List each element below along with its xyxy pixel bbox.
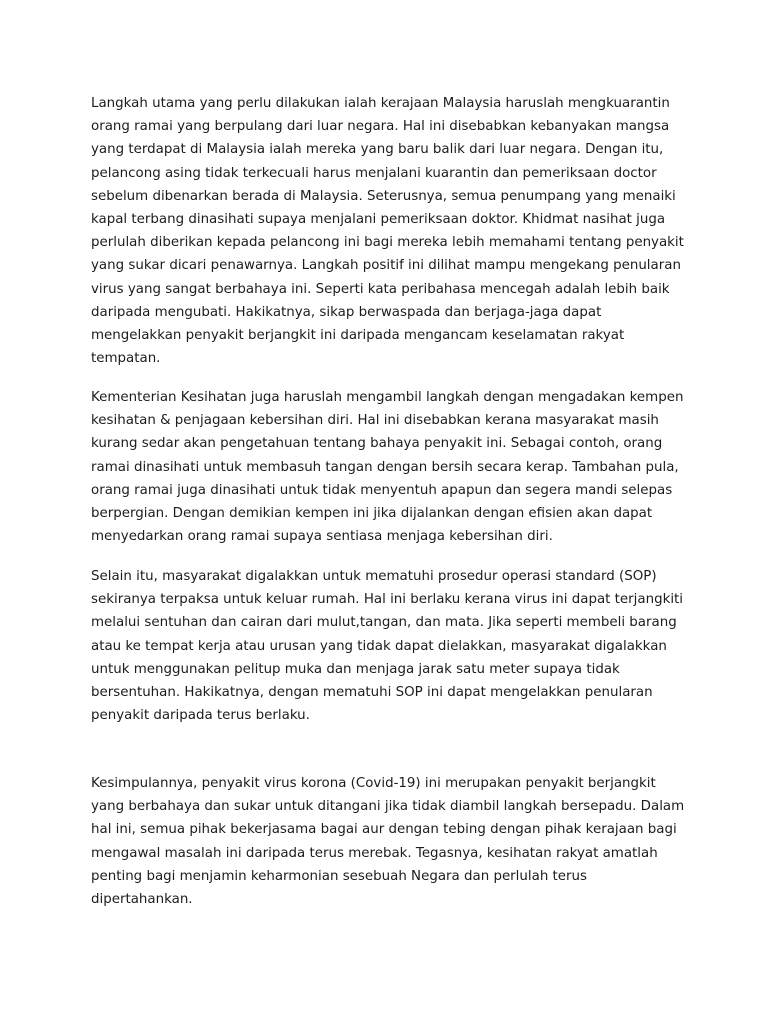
paragraph-line: orang ramai yang berpulang dari luar negara. Hal ini disebabkan kebanyakan mangsa xyxy=(91,119,670,135)
paragraph-line: dipertahankan. xyxy=(91,892,193,908)
paragraph-line: kesihatan & penjagaan kebersihan diri. Hal ini disebabkan kerana masyarakat masih xyxy=(91,413,659,429)
paragraph-line: tempatan. xyxy=(91,351,161,367)
paragraph-line: Langkah utama yang perlu dilakukan ialah kerajaan Malaysia haruslah mengkuarantin xyxy=(91,96,670,111)
paragraph-line: melalui sentuhan dan cairan dari mulut,tangan, dan mata. Jika seperti membeli barang xyxy=(91,615,677,631)
paragraph-line: Kesimpulannya, penyakit virus korona (Covid-19) ini merupakan penyakit berjangkit xyxy=(91,776,656,791)
paragraph-line: orang ramai juga dinasihati untuk tidak menyentuh apapun dan segera mandi selepas xyxy=(91,482,673,498)
paragraph-4 xyxy=(91,772,691,911)
paragraph-1 xyxy=(91,92,691,370)
paragraph-line: hal ini, semua pihak bekerjasama bagai aur dengan tebing dengan pihak kerajaan bagi xyxy=(91,822,677,838)
paragraph-line: virus yang sangat berbahaya ini. Seperti kata peribahasa mencegah adalah lebih baik xyxy=(91,281,670,297)
paragraph-line: yang sukar dicari penawarnya. Langkah positif ini dilihat mampu mengekang penularan xyxy=(91,258,681,274)
paragraph-line: kapal terbang dinasihati supaya menjalani pemeriksaan doktor. Khidmat nasihat juga xyxy=(91,212,666,228)
paragraph-line: mengelakkan penyakit berjangkit ini daripada mengancam keselamatan rakyat xyxy=(91,328,625,344)
paragraph-line: ramai dinasihati untuk membasuh tangan dengan bersih secara kerap. Tambahan pula, xyxy=(91,459,679,475)
paragraph-line: yang berbahaya dan sukar untuk ditangani jika tidak diambil langkah bersepadu. Dalam xyxy=(91,799,685,815)
paragraph-line: berpergian. Dengan demikian kempen ini jika dijalankan dengan efisien akan dapat xyxy=(91,506,653,522)
paragraph-line: kurang sedar akan pengetahuan tentang bahaya penyakit ini. Sebagai contoh, orang xyxy=(91,436,663,452)
paragraph-line: sebelum dibenarkan berada di Malaysia. Seterusnya, semua penumpang yang menaiki xyxy=(91,188,676,204)
paragraph-line: menyedarkan orang ramai supaya sentiasa menjaga kebersihan diri. xyxy=(91,529,553,545)
paragraph-3 xyxy=(91,565,691,727)
paragraph-line: pelancong asing tidak terkecuali harus menjalani kuarantin dan pemeriksaan doctor xyxy=(91,165,657,181)
paragraph-line: untuk menggunakan pelitup muka dan menjaga jarak satu meter supaya tidak xyxy=(91,661,620,677)
paragraph-line: Selain itu, masyarakat digalakkan untuk mematuhi prosedur operasi standard (SOP) xyxy=(91,569,657,584)
paragraph-line: penyakit daripada terus berlaku. xyxy=(91,708,310,724)
paragraph-line: mengawal masalah ini daripada terus merebak. Tegasnya, kesihatan rakyat amatlah xyxy=(91,845,658,861)
paragraph-line: sekiranya terpaksa untuk keluar rumah. Hal ini berlaku kerana virus ini dapat terjangkiti xyxy=(91,592,684,608)
paragraph-line: bersentuhan. Hakikatnya, dengan mematuhi SOP ini dapat mengelakkan penularan xyxy=(91,685,653,701)
paragraph-line: atau ke tempat kerja atau urusan yang tidak dapat dielakkan, masyarakat digalakkan xyxy=(91,638,667,654)
paragraph-line: daripada mengubati. Hakikatnya, sikap berwaspada dan berjaga-jaga dapat xyxy=(91,304,602,320)
paragraph-line: penting bagi menjamin keharmonian sesebuah Negara dan perlulah terus xyxy=(91,868,588,884)
paragraph-line: Kementerian Kesihatan juga haruslah mengambil langkah dengan mengadakan kempen xyxy=(91,390,684,405)
paragraph-line: perlulah diberikan kepada pelancong ini bagi mereka lebih memahami tentang penyakit xyxy=(91,235,684,251)
paragraph-line: yang terdapat di Malaysia ialah mereka yang baru balik dari luar negara. Dengan itu, xyxy=(91,142,664,158)
paragraph-2 xyxy=(91,386,691,548)
